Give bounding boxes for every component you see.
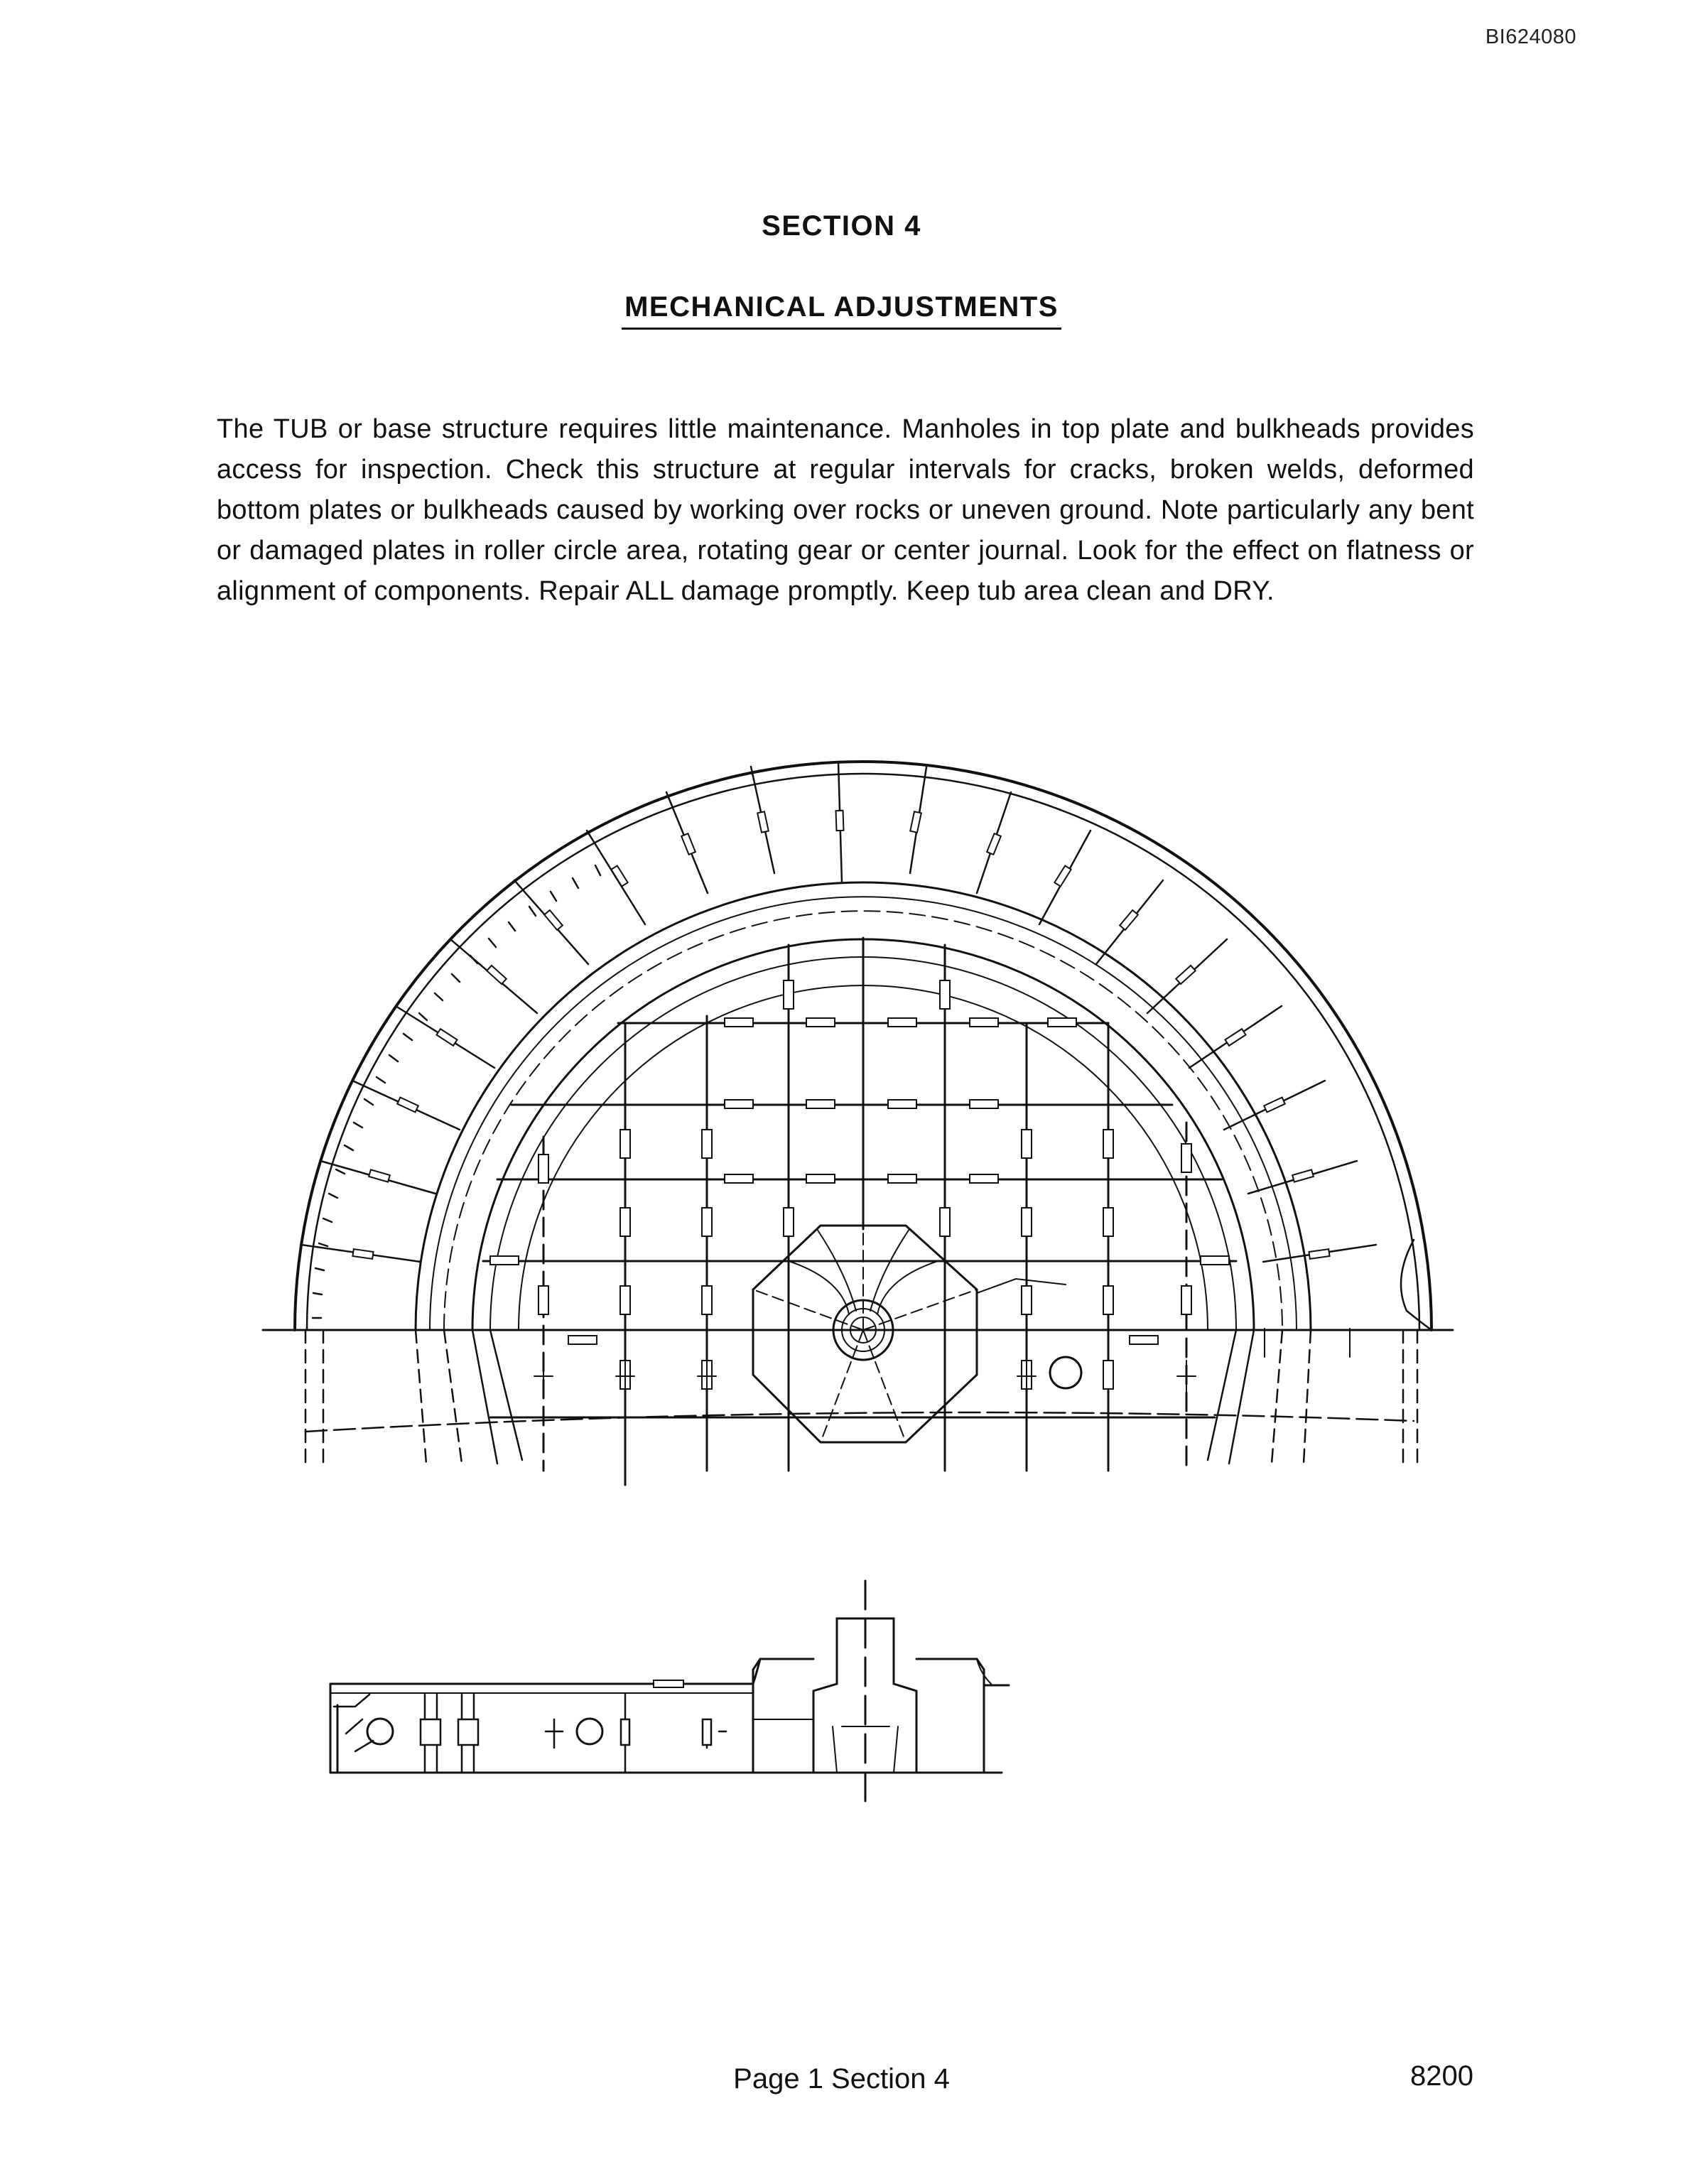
section-heading: SECTION 4 xyxy=(762,210,921,242)
grid-verticals xyxy=(543,938,1186,1485)
manhole xyxy=(1050,1357,1081,1388)
footer-page-label: Page 1 Section 4 xyxy=(733,2063,950,2094)
grid-stiffeners xyxy=(490,980,1229,1389)
lower-stiffener-marks xyxy=(534,1329,1350,1393)
plan-view xyxy=(263,762,1453,1485)
elevation-stiffeners xyxy=(421,1694,726,1773)
body-paragraph: The TUB or base structure requires little maintenance. Manholes in top plate and bulkheads provides access for inspection. Check this structure at regular intervals for cracks, broken welds, deformed bottom plates or bulkheads caused by working over rocks or uneven ground. Note particularly any bent or damaged plates in roller circle area, rotating gear or center journal. Look for the effect on flatness or alignment of components. Repair ALL damage promptly. Keep tub area clean and DRY. xyxy=(217,414,1474,606)
footer-model-number: 8200 xyxy=(1410,2060,1473,2092)
document-id: BI624080 xyxy=(1485,26,1576,48)
center-journal xyxy=(753,1226,1066,1442)
lower-extension xyxy=(305,1330,1417,1464)
grid-horizontals xyxy=(483,1023,1236,1417)
side-elevation xyxy=(330,1581,1009,1808)
section-title-text: MECHANICAL ADJUSTMENTS xyxy=(622,291,1061,330)
elevation-manhole xyxy=(577,1719,602,1744)
